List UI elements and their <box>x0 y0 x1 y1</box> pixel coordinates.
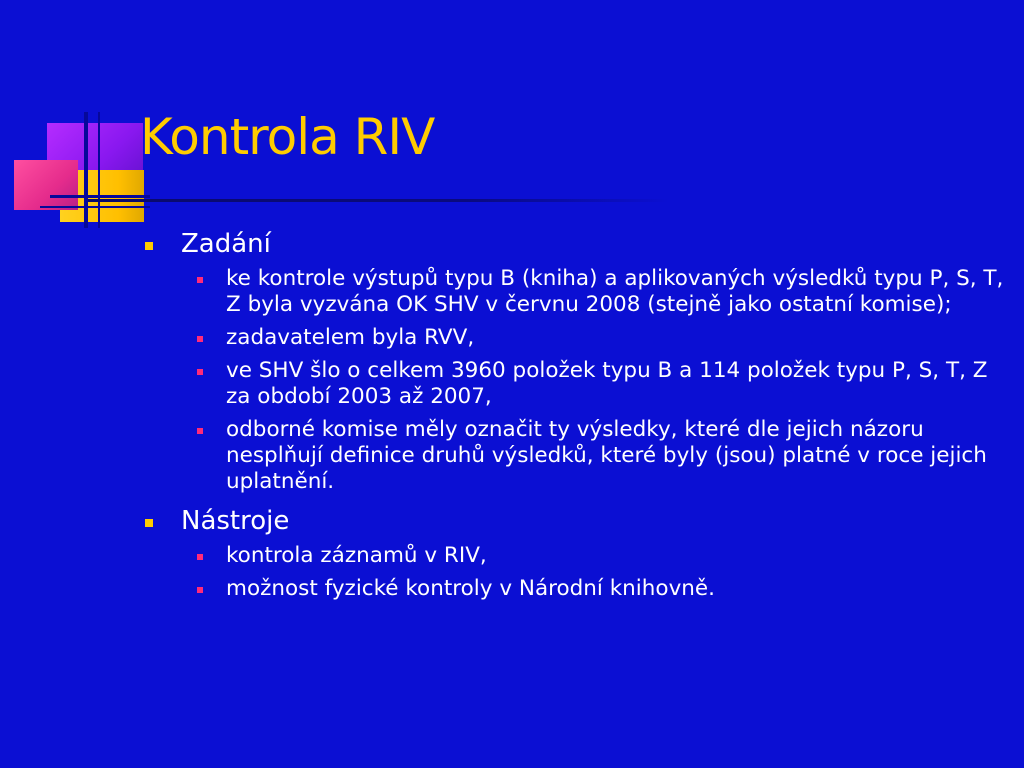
square-bullet-icon <box>197 336 203 342</box>
square-bullet-icon <box>197 554 203 560</box>
list-item <box>140 266 1010 318</box>
list-item-text: ke kontrole výstupů typu B (kniha) a aplikovaných výsledků typu P, S, T, Z byla vyzvána OK SHV v červnu 2008 (stejně jako ostatní komise); <box>226 266 1004 317</box>
slide-content <box>140 226 1010 612</box>
list-item-text: odborné komise měly označit ty výsledky, které dle jejich názoru nesplňují definice druhů výsledků, které byly (jsou) platné v roce jejich uplatnění. <box>226 417 987 494</box>
logo-line <box>84 112 88 228</box>
section-heading <box>140 228 1010 260</box>
section-heading-text: Nástroje <box>181 506 290 536</box>
square-bullet-icon <box>145 519 153 527</box>
title-underline <box>88 199 668 202</box>
list-item-text: ve SHV šlo o celkem 3960 položek typu B a 114 položek typu P, S, T, Z za období 2003 až 2007, <box>226 358 988 409</box>
pink-square <box>14 160 78 210</box>
list-item <box>140 417 1010 495</box>
list-item <box>140 543 1010 569</box>
slide-title: Kontrola RIV <box>140 108 435 166</box>
section-heading <box>140 505 1010 537</box>
bullet-list <box>140 543 1010 602</box>
square-bullet-icon <box>197 369 203 375</box>
square-bullet-icon <box>197 428 203 434</box>
list-item-text: kontrola záznamů v RIV, <box>226 543 487 568</box>
square-bullet-icon <box>197 587 203 593</box>
list-item-text: možnost fyzické kontroly v Národní knihovně. <box>226 576 715 601</box>
section-heading-text: Zadání <box>181 229 271 259</box>
decorative-squares-logo <box>0 0 150 230</box>
list-item <box>140 358 1010 410</box>
bullet-list <box>140 266 1010 495</box>
square-bullet-icon <box>145 242 153 250</box>
logo-line <box>50 195 150 198</box>
list-item <box>140 576 1010 602</box>
logo-line <box>40 206 150 208</box>
square-bullet-icon <box>197 277 203 283</box>
logo-line <box>98 112 100 228</box>
list-item <box>140 325 1010 351</box>
list-item-text: zadavatelem byla RVV, <box>226 325 475 350</box>
